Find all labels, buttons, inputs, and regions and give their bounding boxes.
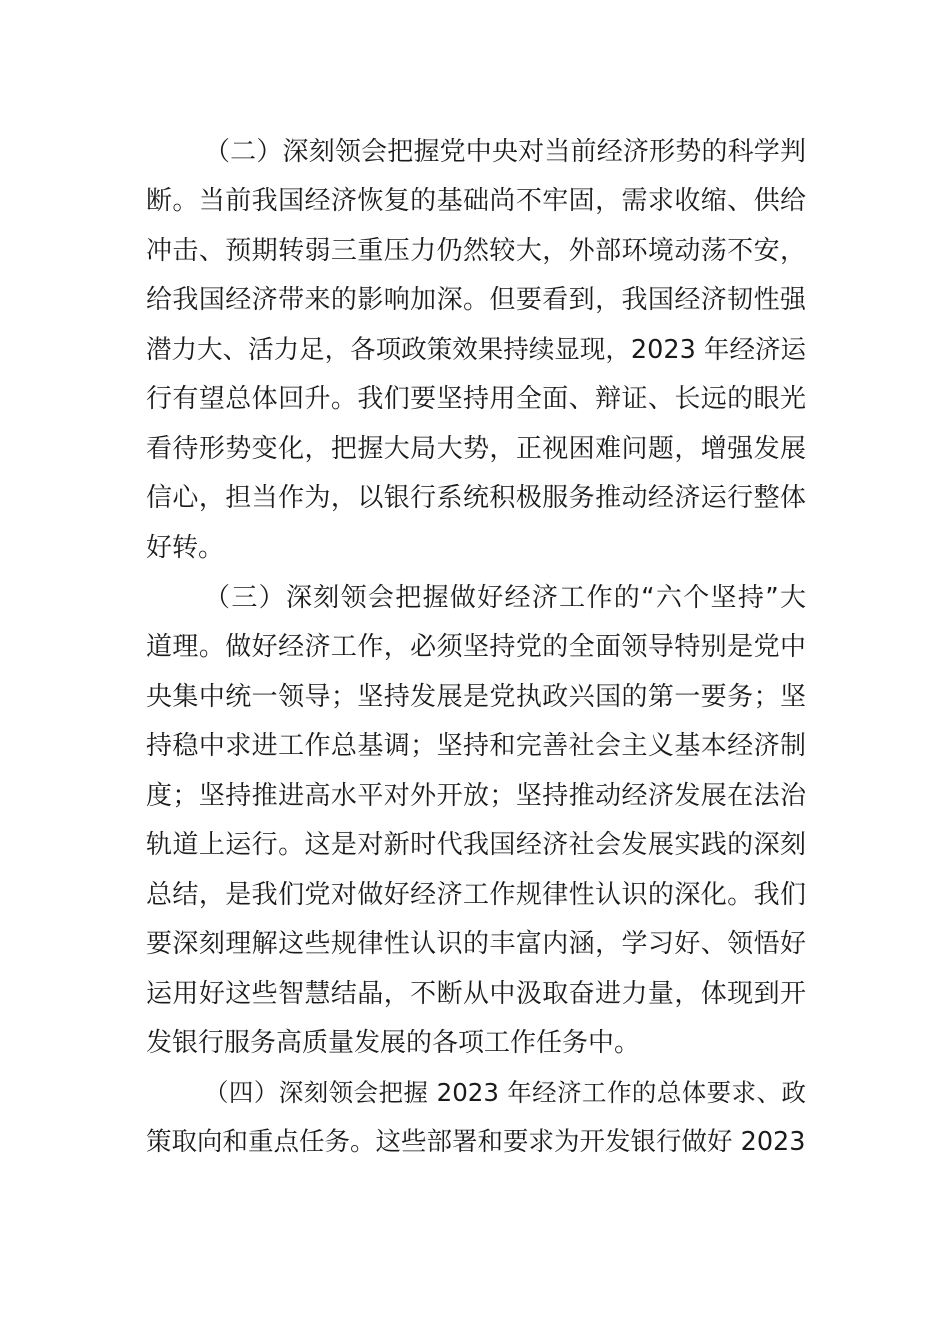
paragraph-3-line-7: 总结，是我们党对做好经济工作规律性认识的深化。我们 [146, 880, 806, 910]
paragraph-2-line-7: 看待形势变化，把握大局大势，正视困难问题，增强发展 [146, 434, 806, 464]
paragraph-2-line-2: 断。当前我国经济恢复的基础尚不牢固，需求收缩、供给 [146, 186, 806, 216]
paragraph-3-line-8: 要深刻理解这些规律性认识的丰富内涵，学习好、领悟好 [146, 929, 806, 959]
paragraph-2-line-5: 潜力大、活力足，各项政策效果持续显现，2023 年经济运 [146, 335, 806, 365]
paragraph-2-line-6: 行有望总体回升。我们要坚持用全面、辩证、长远的眼光 [146, 384, 806, 414]
paragraph-2-line-9: 好转。 [146, 533, 225, 563]
paragraph-2-line-8: 信心，担当作为，以银行系统积极服务推动经济运行整体 [146, 483, 806, 513]
paragraph-4-line-2: 策取向和重点任务。这些部署和要求为开发银行做好 2023 [146, 1127, 806, 1157]
paragraph-3-line-1: （三）深刻领会把握做好经济工作的“六个坚持”大 [204, 583, 806, 613]
paragraph-2-line-4: 给我国经济带来的影响加深。但要看到，我国经济韧性强 [146, 285, 806, 315]
paragraph-4-line-1: （四）深刻领会把握 2023 年经济工作的总体要求、政 [204, 1078, 806, 1107]
paragraph-3-line-10: 发银行服务高质量发展的各项工作任务中。 [146, 1028, 641, 1058]
paragraph-3-line-2: 道理。做好经济工作，必须坚持党的全面领导特别是党中 [146, 632, 806, 662]
paragraph-2-line-1: （二）深刻领会把握党中央对当前经济形势的科学判 [204, 137, 806, 167]
paragraph-3-line-3: 央集中统一领导；坚持发展是党执政兴国的第一要务；坚 [146, 682, 806, 712]
paragraph-3-line-4: 持稳中求进工作总基调；坚持和完善社会主义基本经济制 [146, 731, 806, 761]
paragraph-3-line-9: 运用好这些智慧结晶，不断从中汲取奋进力量，体现到开 [146, 979, 806, 1009]
paragraph-2-line-3: 冲击、预期转弱三重压力仍然较大，外部环境动荡不安， [146, 236, 806, 266]
paragraph-3-line-5: 度；坚持推进高水平对外开放；坚持推动经济发展在法治 [146, 781, 806, 811]
paragraph-3-line-6: 轨道上运行。这是对新时代我国经济社会发展实践的深刻 [146, 830, 806, 860]
